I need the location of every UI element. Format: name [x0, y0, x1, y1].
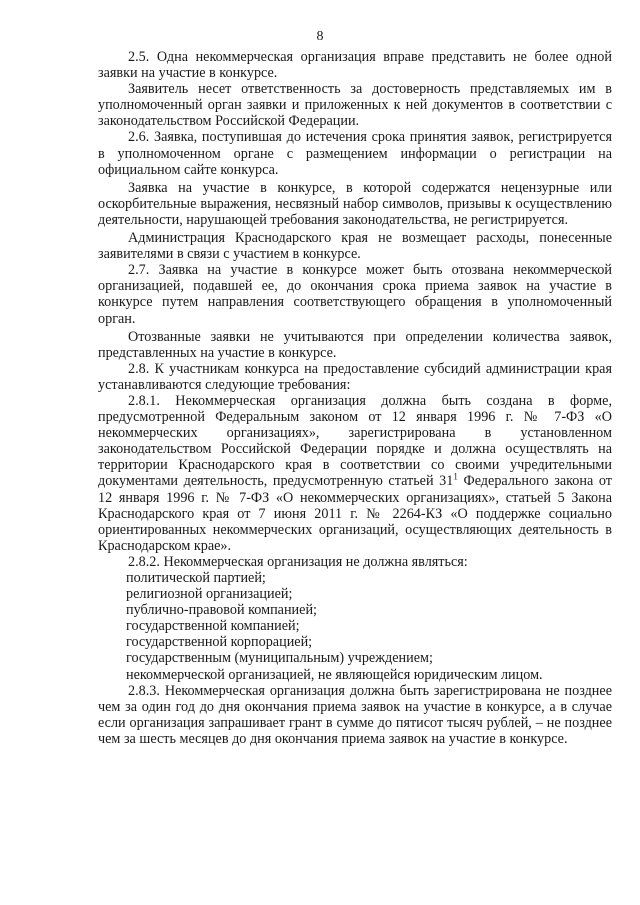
paragraph-applicant-responsibility: Заявитель несет ответственность за достоверность представляемых им в уполномоченный орган заявки и приложенных к ней документов в соответствии с законодательством Российской Федерации. — [98, 81, 612, 130]
list-item: государственной компанией; — [126, 618, 300, 635]
paragraph-withdrawn-applications: Отозванные заявки не учитываются при определении количества заявок, представленных на участие в конкурсе. — [98, 328, 612, 361]
paragraph-2-6: 2.6. Заявка, поступившая до истечения срока принятия заявок, регистрируется в уполномоченном органе с размещением информации о регистрации на официальном сайте конкурса. — [98, 129, 612, 178]
list-item: религиозной организацией; — [126, 586, 293, 603]
paragraph-2-8-2: 2.8.2. Некоммерческая организация не должна являться: — [128, 553, 468, 570]
list-item: некоммерческой организацией, не являющейся юридическим лицом. — [126, 666, 543, 683]
paragraph-2-8-1-part-2: Федерального закона от 12 января 1996 г. № 7-ФЗ «О некоммерческих организациях», статьей 5 Закона Краснодарского края от 7 июня 2011 г. № 2264-КЗ «О поддержке социально ориентированных некоммерческих организаций, осуществляющих деятельность в Краснодарском крае». — [98, 473, 612, 554]
paragraph-2-8-1-part-1: 2.8.1. Некоммерческая организация должна быть создана в форме, предусмотренной Федеральным законом от 12 января 1996 г. № 7-ФЗ «О некоммерческих организациях», зарегистрирована в установленном законодательством Российской Федерации порядке и должна осуществлять на территории Краснодарского края в соответствии со своими учредительными документами деятельность, предусмотренную статьей 31 — [98, 392, 612, 490]
page-number: 8 — [316, 29, 324, 44]
paragraph-no-reimbursement: Администрация Краснодарского края не возмещает расходы, понесенные заявителями в связи с участием в конкурсе. — [98, 230, 612, 263]
paragraph-rejected-content: Заявка на участие в конкурсе, в которой содержатся нецензурные или оскорбительные выражения, несвязный набор символов, призывы к осуществлению деятельности, нарушающей требования законодательства, не регистрируется. — [98, 179, 612, 228]
list-item: государственной корпорацией; — [126, 634, 313, 651]
paragraph-2-8: 2.8. К участникам конкурса на предоставление субсидий администрации края устанавливаются следующие требования: — [98, 360, 612, 393]
superscript-marker: 1 — [453, 471, 458, 482]
list-item: публично-правовой компанией; — [126, 602, 317, 619]
list-item: политической партией; — [126, 570, 266, 586]
paragraph-2-5: 2.5. Одна некоммерческая организация вправе представить не более одной заявки на участие в конкурсе. — [98, 49, 612, 82]
document-body — [98, 49, 612, 747]
paragraph-2-8-3: 2.8.3. Некоммерческая организация должна быть зарегистрирована не позднее чем за один год до дня окончания приема заявок на участие в конкурсе, а в случае если организация запрашивает грант в сумме до пятисот тысяч рублей, – не позднее чем за шесть месяцев до дня окончания приема заявок на участие в конкурсе. — [98, 682, 612, 747]
list-item: государственным (муниципальным) учреждением; — [126, 650, 433, 667]
paragraph-2-7: 2.7. Заявка на участие в конкурсе может быть отозвана некоммерческой организацией, подавшей ее, до окончания срока приема заявок на участие в конкурсе путем направления соответствующего обращения в уполномоченный орган. — [98, 262, 612, 327]
paragraph-2-8-1 — [98, 393, 612, 554]
